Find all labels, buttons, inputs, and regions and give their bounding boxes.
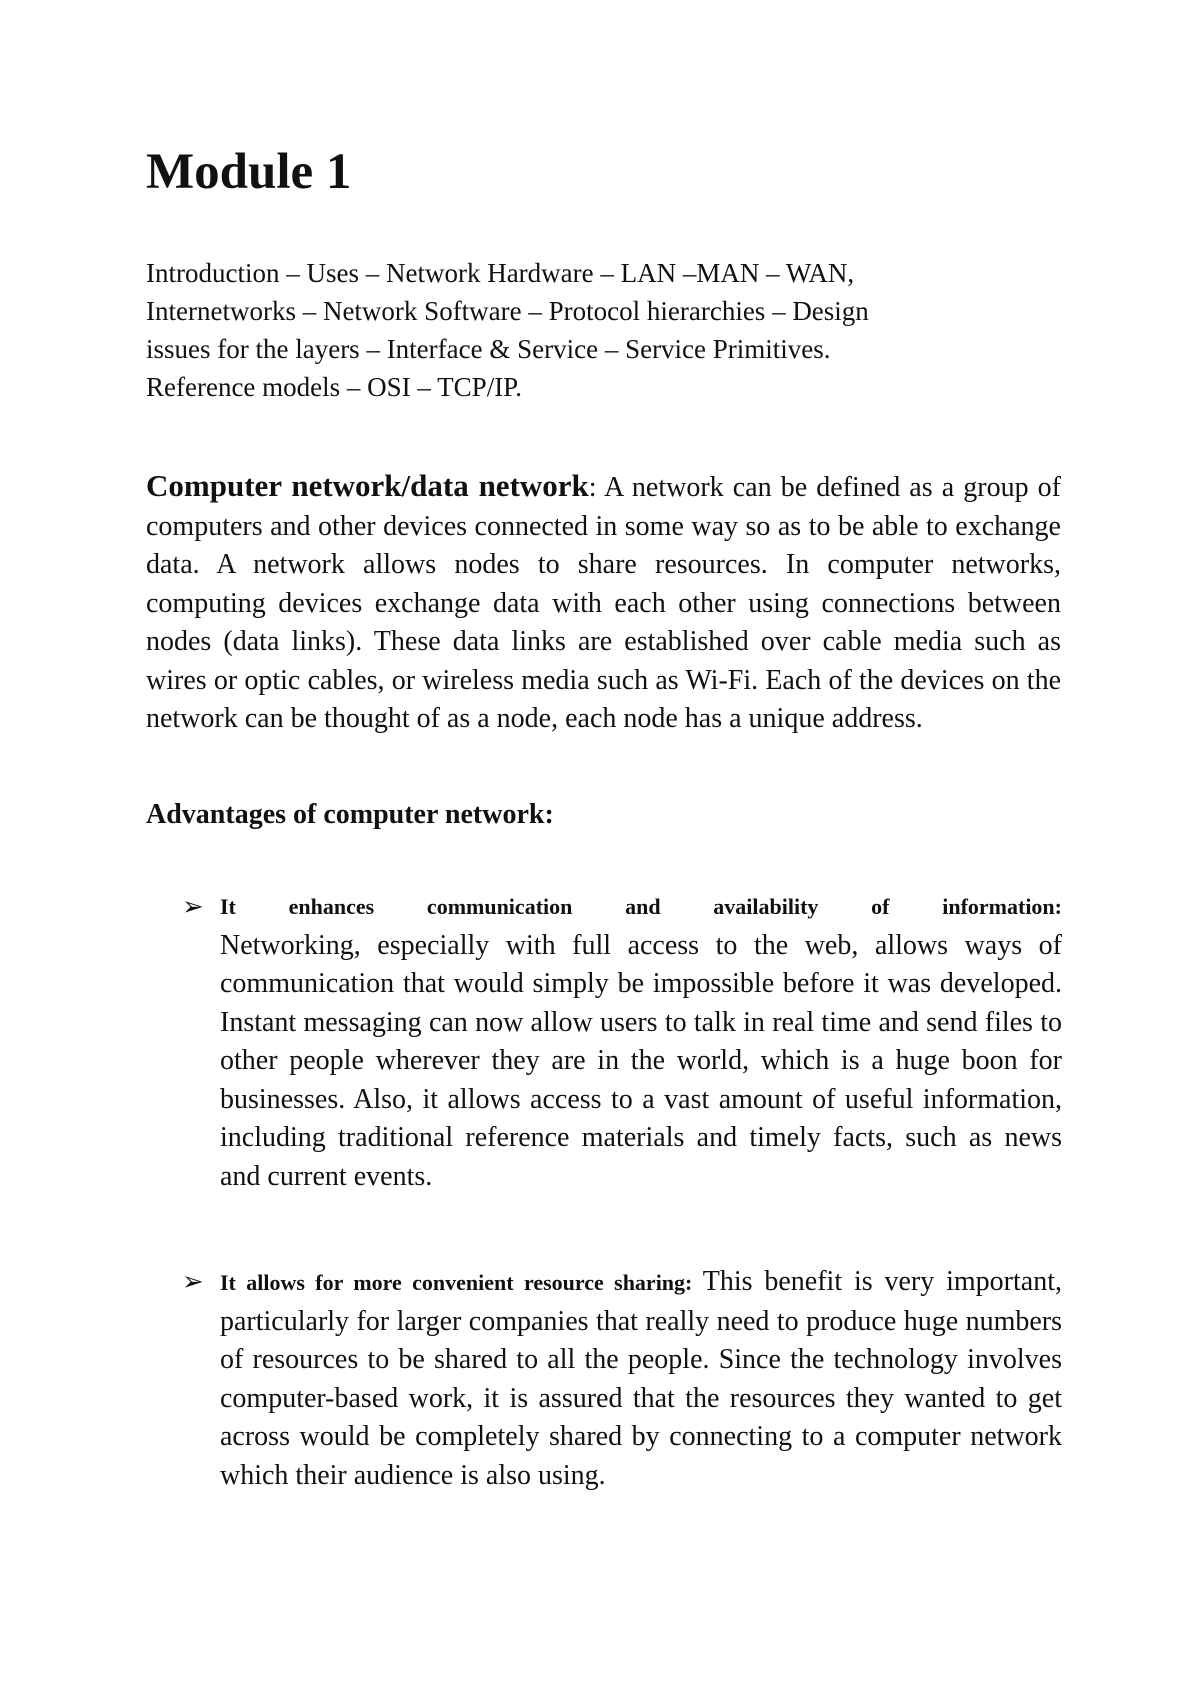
advantage-item [182,1263,1062,1495]
advantage-item [182,888,1062,1196]
intro-term: Computer network/data network [146,468,589,503]
intro-definition: : A network can be defined as a group of computers and other devices connected in some way so as to be able to exchange data. A network allows nodes to share resources. In computer networks, computing devices exchange data with each other using connections between nodes (data links). These data links are established over cable media such as wires or optic cables, or wireless media such as Wi-Fi. Each of the devices on the network can be thought of as a node, each node has a unique address. [146,472,1061,734]
page-title: Module 1 [146,144,352,200]
arrow-bullet-icon: ➢ [182,892,204,922]
syllabus-line: Internetworks – Network Software – Protocol hierarchies – Design [146,296,869,326]
advantage-lead: It enhances communication and availability of information: [220,894,1062,919]
intro-paragraph [146,467,1061,739]
syllabus-topics [146,254,1066,406]
advantage-text [220,1263,1062,1495]
syllabus-line: Reference models – OSI – TCP/IP. [146,372,522,402]
advantage-body: This benefit is very important, particularly for larger companies that really need to produce huge numbers of resources to be shared to all the people. Since the technology involves computer-based work, it is assured that the resources they wanted to get across would be completely shared by connecting to a computer network which their audience is also using. [220,1266,1062,1491]
arrow-bullet-icon: ➢ [182,1267,204,1297]
advantage-lead: It allows for more convenient resource sharing: [220,1270,703,1295]
advantages-heading: Advantages of computer network: [146,799,554,830]
advantage-text [220,888,1062,1196]
advantage-body: Networking, especially with full access to the web, allows ways of communication that would simply be impossible before it was developed. Instant messaging can now allow users to talk in real time and send files to other people wherever they are in the world, which is a huge boon for businesses. Also, it allows access to a vast amount of useful information, including traditional reference materials and timely facts, such as news and current events. [220,929,1062,1192]
syllabus-line: Introduction – Uses – Network Hardware – LAN –MAN – WAN, [146,258,855,288]
syllabus-line: issues for the layers – Interface & Service – Service Primitives. [146,334,831,364]
